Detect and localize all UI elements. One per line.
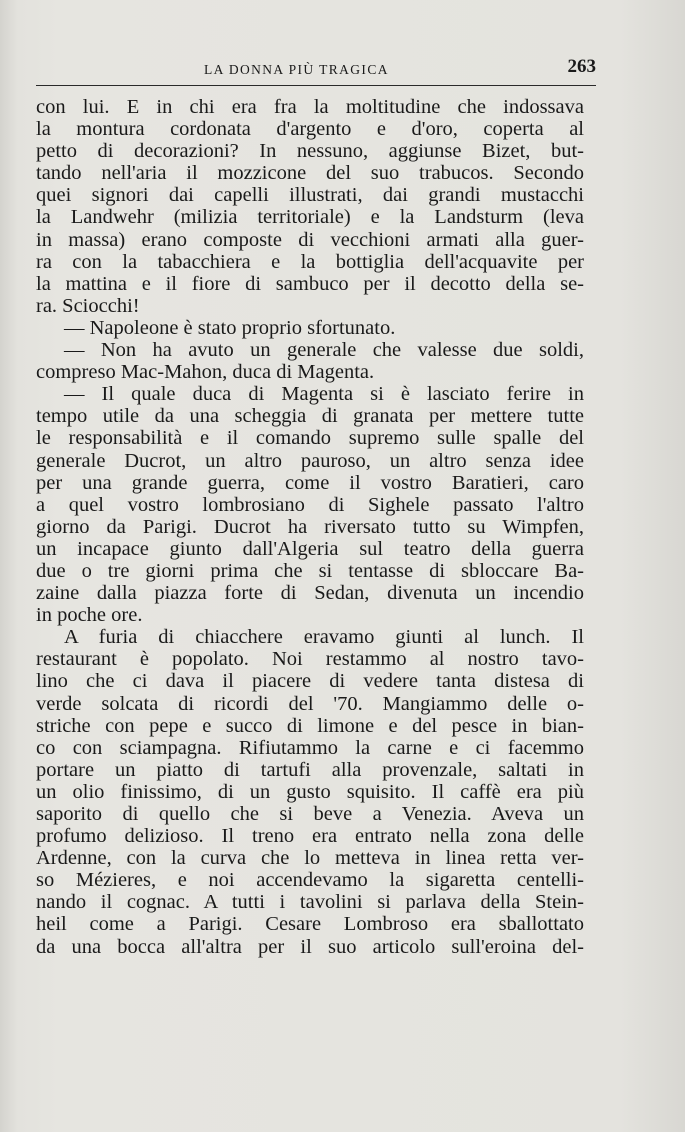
text-line: la montura cordonata d'argento e d'oro, coperta al	[36, 118, 584, 141]
text-line: restaurant è popolato. Noi restammo al nostro tavo-	[36, 648, 584, 671]
text-line: nando il cognac. A tutti i tavolini si parlava della Stein-	[36, 891, 584, 914]
text-line: Ardenne, con la curva che lo metteva in linea retta ver-	[36, 847, 584, 870]
text-line: so Mézieres, e noi accendevamo la sigaretta centelli-	[36, 869, 584, 892]
text-line: ra. Sciocchi!	[36, 294, 140, 317]
text-line: la mattina e il fiore di sambuco per il decotto della se-	[36, 272, 584, 295]
text-line: generale Ducrot, un altro pauroso, un altro senza idee	[36, 449, 584, 472]
text-line: quei signori dai capelli illustrati, dai grandi mustacchi	[36, 184, 584, 207]
text-line: zaine dalla piazza forte di Sedan, divenuta un incendio	[36, 582, 584, 605]
text-line: ra con la tabacchiera e la bottiglia dell'acquavite per	[36, 250, 584, 273]
dialogue-line: — Il quale duca di Magenta si è lasciato ferire in	[64, 383, 584, 406]
text-line: compreso Mac-Mahon, duca di Magenta.	[36, 361, 375, 384]
paragraph-start-line: A furia di chiacchere eravamo giunti al lunch. Il	[64, 626, 584, 649]
text-line: un olio finissimo, di un gusto squisito. Il caffè era più	[36, 780, 584, 803]
text-line: a quel vostro lombrosiano di Sighele passato l'altro	[36, 493, 584, 516]
body-text	[36, 96, 584, 958]
text-line: profumo delizioso. Il treno era entrato nella zona delle	[36, 825, 584, 848]
dialogue-line: — Napoleone è stato proprio sfortunato.	[64, 316, 396, 339]
text-line: portare un piatto di tartufi alla provenzale, saltati in	[36, 758, 584, 781]
text-line: verde solcata di ricordi del '70. Mangiammo delle o-	[36, 692, 584, 715]
text-line: da una bocca all'altra per il suo articolo sull'eroina del-	[36, 935, 584, 958]
running-title: LA DONNA PIÙ TRAGICA	[204, 62, 389, 77]
text-line: per una grande guerra, come il vostro Baratieri, caro	[36, 471, 584, 494]
text-line: heil come a Parigi. Cesare Lombroso era sballottato	[36, 913, 584, 936]
text-line: un incapace giunto dall'Algeria sul teatro della guerra	[36, 537, 584, 560]
running-head	[36, 56, 596, 82]
text-line: con lui. E in chi era fra la moltitudine che indossava	[36, 96, 584, 118]
text-line: petto di decorazioni? In nessuno, aggiunse Bizet, but-	[36, 140, 584, 163]
text-line: due o tre giorni prima che si tentasse di sbloccare Ba-	[36, 559, 584, 582]
text-line: in massa) erano composte di vecchioni armati alla guer-	[36, 228, 584, 251]
text-line: in poche ore.	[36, 604, 143, 627]
text-line: la Landwehr (milizia territoriale) e la Landsturm (leva	[36, 206, 584, 229]
text-line: co con sciampagna. Rifiutammo la carne e ci facemmo	[36, 736, 584, 759]
header-rule	[36, 85, 596, 86]
text-line: tempo utile da una scheggia di granata per mettere tutte	[36, 405, 584, 428]
text-line: striche con pepe e succo di limone e del pesce in bian-	[36, 714, 584, 737]
page-number: 263	[567, 56, 596, 77]
text-line: lino che ci dava il piacere di vedere tanta distesa di	[36, 670, 584, 693]
text-line: le responsabilità e il comando supremo sulle spalle del	[36, 427, 584, 450]
text-line: tando nell'aria il mozzicone del suo trabucos. Secondo	[36, 162, 584, 185]
dialogue-line: — Non ha avuto un generale che valesse due soldi,	[64, 339, 584, 362]
text-line: saporito di quello che si beve a Venezia. Aveva un	[36, 803, 584, 825]
text-line: giorno da Parigi. Ducrot ha riversato tutto su Wimpfen,	[36, 515, 584, 538]
